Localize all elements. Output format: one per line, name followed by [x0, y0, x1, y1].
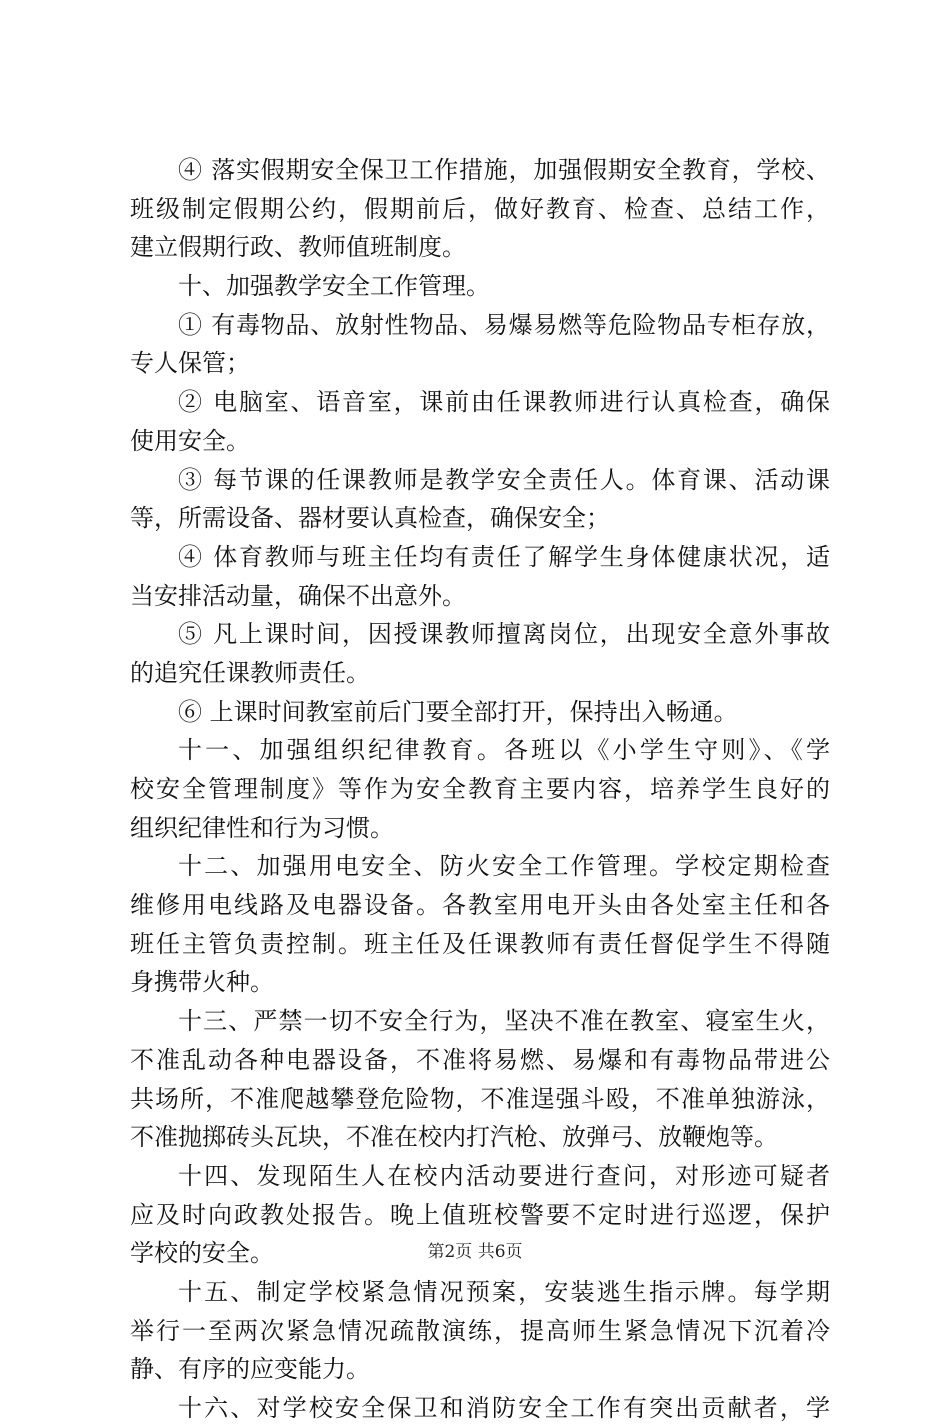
text-line: 十四、发现陌生人在校内活动要进行查问，对形迹可疑者: [178, 1161, 830, 1190]
text-line: 静、有序的应变能力。: [130, 1355, 370, 1384]
text-line: ② 电脑室、语音室，课前由任课教师进行认真检查，确保: [178, 388, 830, 417]
document-body: [130, 151, 830, 1428]
text-line: 不准抛掷砖头瓦块，不准在校内打汽枪、放弹弓、放鞭炮等。: [130, 1123, 778, 1152]
text-line: 组织纪律性和行为习惯。: [130, 813, 394, 842]
text-line: 举行一至两次紧急情况疏散演练，提高师生紧急情况下沉着冷: [130, 1316, 830, 1345]
text-line: ⑤ 凡上课时间，因授课教师擅离岗位，出现安全意外事故: [178, 620, 830, 649]
text-line: 学校的安全。: [130, 1239, 274, 1268]
text-line: 专人保管；: [130, 349, 250, 378]
text-line: 身携带火种。: [130, 968, 274, 997]
text-line: 校安全管理制度》等作为安全教育主要内容，培养学生良好的: [130, 775, 830, 803]
text-line: 共场所，不准爬越攀登危险物，不准逞强斗殴，不准单独游泳，: [130, 1084, 830, 1113]
text-line: 班任主管负责控制。班主任及任课教师有责任督促学生不得随: [130, 929, 830, 958]
text-line: ③ 每节课的任课教师是教学安全责任人。体育课、活动课: [178, 465, 830, 494]
text-line: 十五、制定学校紧急情况预案，安装逃生指示牌。每学期: [178, 1277, 830, 1306]
text-line: 十三、严禁一切不安全行为，坚决不准在教室、寝室生火，: [178, 1007, 830, 1036]
text-line: 十二、加强用电安全、防火安全工作管理。学校定期检查: [178, 852, 830, 881]
text-line: 班级制定假期公约，假期前后，做好教育、检查、总结工作，: [130, 194, 830, 223]
text-line: ④ 体育教师与班主任均有责任了解学生身体健康状况，适: [178, 542, 830, 571]
text-line: 十一、加强组织纪律教育。各班以《小学生守则》、《学: [178, 736, 830, 765]
text-line: 十、加强教学安全工作管理。: [178, 272, 490, 301]
text-line: 等，所需设备、器材要认真检查，确保安全；: [130, 504, 610, 533]
text-line: 的追究任课教师责任。: [130, 658, 370, 687]
text-line: 建立假期行政、教师值班制度。: [130, 233, 466, 262]
text-line: 维修用电线路及电器设备。各教室用电开头由各处室主任和各: [130, 891, 830, 920]
text-line: 应及时向政教处报告。晚上值班校警要不定时进行巡逻，保护: [130, 1200, 830, 1229]
text-line: ① 有毒物品、放射性物品、易爆易燃等危险物品专柜存放，: [178, 310, 830, 339]
page-number-footer: 第2页 共6页: [427, 1242, 523, 1262]
text-line: ⑥ 上课时间教室前后门要全部打开，保持出入畅通。: [178, 697, 738, 726]
text-line: ④ 落实假期安全保卫工作措施，加强假期安全教育，学校、: [178, 156, 830, 184]
text-line: 当安排活动量，确保不出意外。: [130, 581, 466, 610]
text-line: 十六、对学校安全保卫和消防安全工作有突出贡献者，学: [178, 1394, 830, 1422]
text-line: 不准乱动各种电器设备，不准将易燃、易爆和有毒物品带进公: [130, 1045, 830, 1074]
text-line: 使用安全。: [130, 426, 250, 455]
